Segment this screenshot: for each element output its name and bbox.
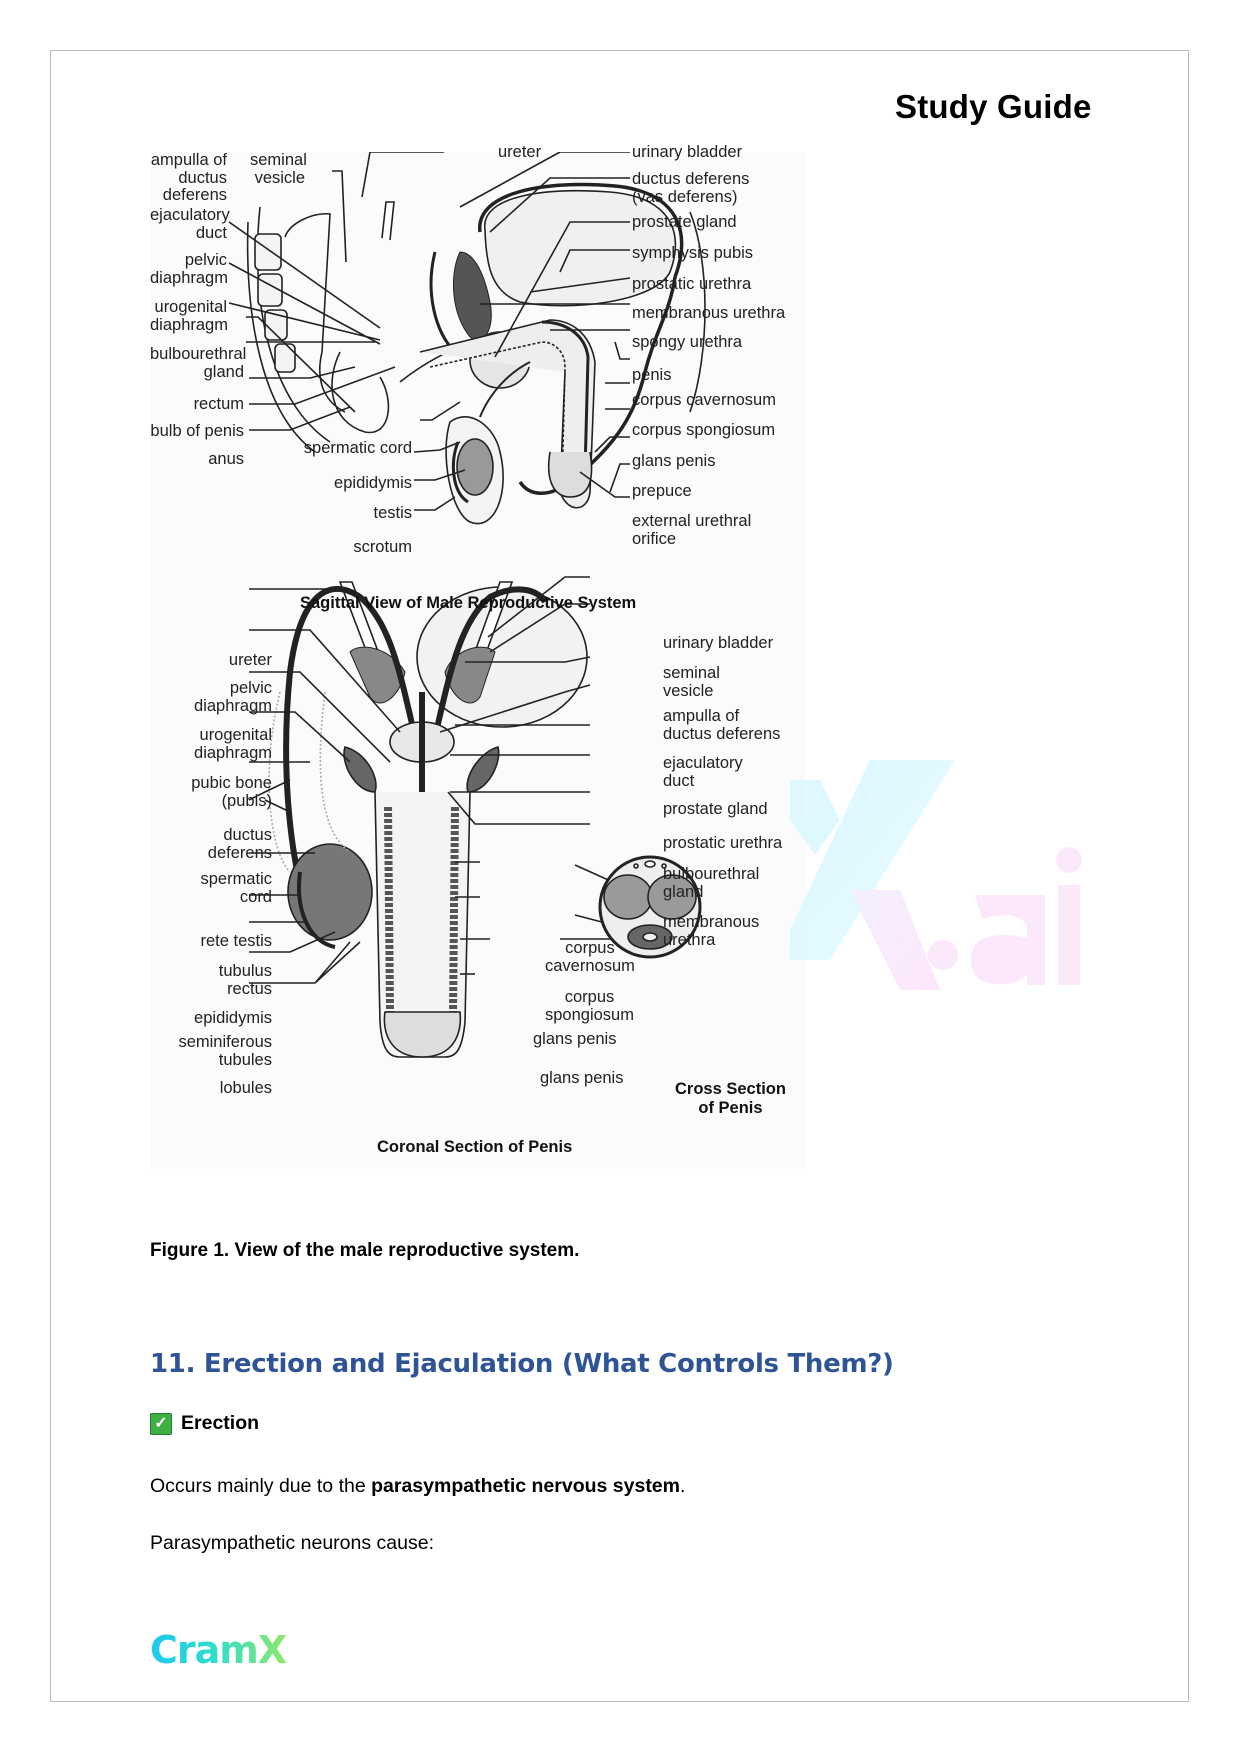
para1-end: . [680, 1475, 686, 1497]
label-epididymis-coronal: epididymis [194, 1009, 272, 1027]
label-ductus-deferens-coronal: ductus deferens [207, 826, 272, 862]
label-ductus-deferens: ductus deferens (vas deferens) [632, 170, 750, 206]
label-lobules: lobules [219, 1079, 272, 1097]
label-epididymis: epididymis [334, 474, 412, 492]
label-prostatic-urethra-coronal: prostatic urethra [663, 834, 783, 852]
anatomy-figure [150, 143, 805, 1169]
label-urinary-bladder: urinary bladder [632, 143, 743, 161]
label-testis: testis [373, 504, 412, 522]
label-corpus-spongiosum: corpus spongiosum [632, 421, 776, 439]
label-spermatic-cord: spermatic cord [303, 439, 412, 457]
sagittal-title: Sagittal View of Male Reproductive System [300, 594, 637, 612]
label-pelvic-diaphragm: pelvic diaphragm [150, 251, 228, 287]
label-prostate-gland: prostate gland [632, 213, 737, 231]
label-glans-penis: glans penis [632, 452, 716, 470]
subheading-label: Erection [181, 1412, 260, 1434]
label-membranous-urethra: membranous urethra [632, 304, 786, 322]
label-corpus-cavernosum: corpus cavernosum [632, 391, 776, 409]
page-header-title: Study Guide [895, 88, 1092, 125]
label-corpus-spongiosum-coronal: corpus spongiosum [545, 988, 634, 1024]
label-seminal-vesicle: seminal vesicle [250, 151, 307, 187]
label-urogenital-diaphragm-coronal: urogenital diaphragm [194, 726, 272, 762]
label-tubulus-rectus: tubulus rectus [218, 962, 272, 998]
label-ureter-coronal: ureter [228, 651, 272, 669]
label-urinary-bladder-coronal: urinary bladder [663, 634, 774, 652]
check-mark-button-icon: ✓ [150, 1413, 172, 1435]
label-ejaculatory-duct: ejaculatory duct [150, 206, 230, 242]
section-heading: 11. Erection and Ejaculation (What Controls Them?) [150, 1349, 894, 1379]
label-scrotum: scrotum [353, 538, 412, 556]
label-bulbourethral-gland-coronal: bulbourethral gland [663, 865, 760, 901]
label-pubic-bone: pubic bone (pubis) [191, 774, 272, 810]
coronal-title: Coronal Section of Penis [377, 1138, 573, 1156]
label-symphysis-pubis: symphysis pubis [632, 244, 754, 262]
label-penis: penis [632, 366, 672, 384]
label-pelvic-diaphragm-coronal: pelvic diaphragm [194, 679, 272, 715]
logo-text: CramX [150, 1628, 287, 1672]
label-prostatic-urethra: prostatic urethra [632, 275, 752, 293]
label-bulb-of-penis: bulb of penis [150, 422, 244, 440]
label-ejaculatory-duct-coronal: ejaculatory duct [663, 754, 743, 790]
label-seminiferous-tubules: seminiferous tubules [178, 1033, 272, 1069]
subheading-erection [150, 1412, 259, 1435]
label-rete-testis: rete testis [200, 932, 272, 950]
label-spongy-urethra: spongy urethra [632, 333, 743, 351]
label-prostate-gland-coronal: prostate gland [663, 800, 768, 818]
label-glans-penis-coronal-1: glans penis [533, 1030, 617, 1048]
label-ureter: ureter [498, 143, 542, 161]
label-corpus-cavernosum-coronal: corpus cavernosum [545, 939, 635, 975]
paragraph-occurs [150, 1475, 685, 1498]
figure-caption: Figure 1. View of the male reproductive system. [150, 1240, 580, 1261]
label-ampulla-of-ductus-deferens: ampulla of ductus deferens [150, 151, 227, 204]
label-spermatic-cord-coronal: spermatic cord [200, 870, 272, 906]
label-external-urethral-orifice: external urethral orifice [632, 512, 752, 548]
label-anus: anus [208, 450, 244, 468]
label-membranous-urethra-coronal: membranous urethra [663, 913, 760, 949]
label-seminal-vesicle-coronal: seminal vesicle [663, 664, 720, 700]
label-rectum: rectum [193, 395, 244, 413]
label-ampulla-coronal: ampulla of ductus deferens [663, 707, 781, 743]
para1-text: Occurs mainly due to the [150, 1475, 372, 1497]
label-bulbourethral-gland: bulbourethral gland [150, 345, 247, 381]
label-prepuce: prepuce [632, 482, 692, 500]
para1-bold: parasympathetic nervous system [371, 1475, 680, 1497]
paragraph-parasympathetic: Parasympathetic neurons cause: [150, 1532, 434, 1554]
cramx-logo [150, 1622, 286, 1672]
cross-section-title: Cross Section of Penis [675, 1080, 786, 1117]
label-urogenital-diaphragm: urogenital diaphragm [150, 298, 228, 334]
label-glans-penis-coronal-2: glans penis [540, 1069, 624, 1087]
